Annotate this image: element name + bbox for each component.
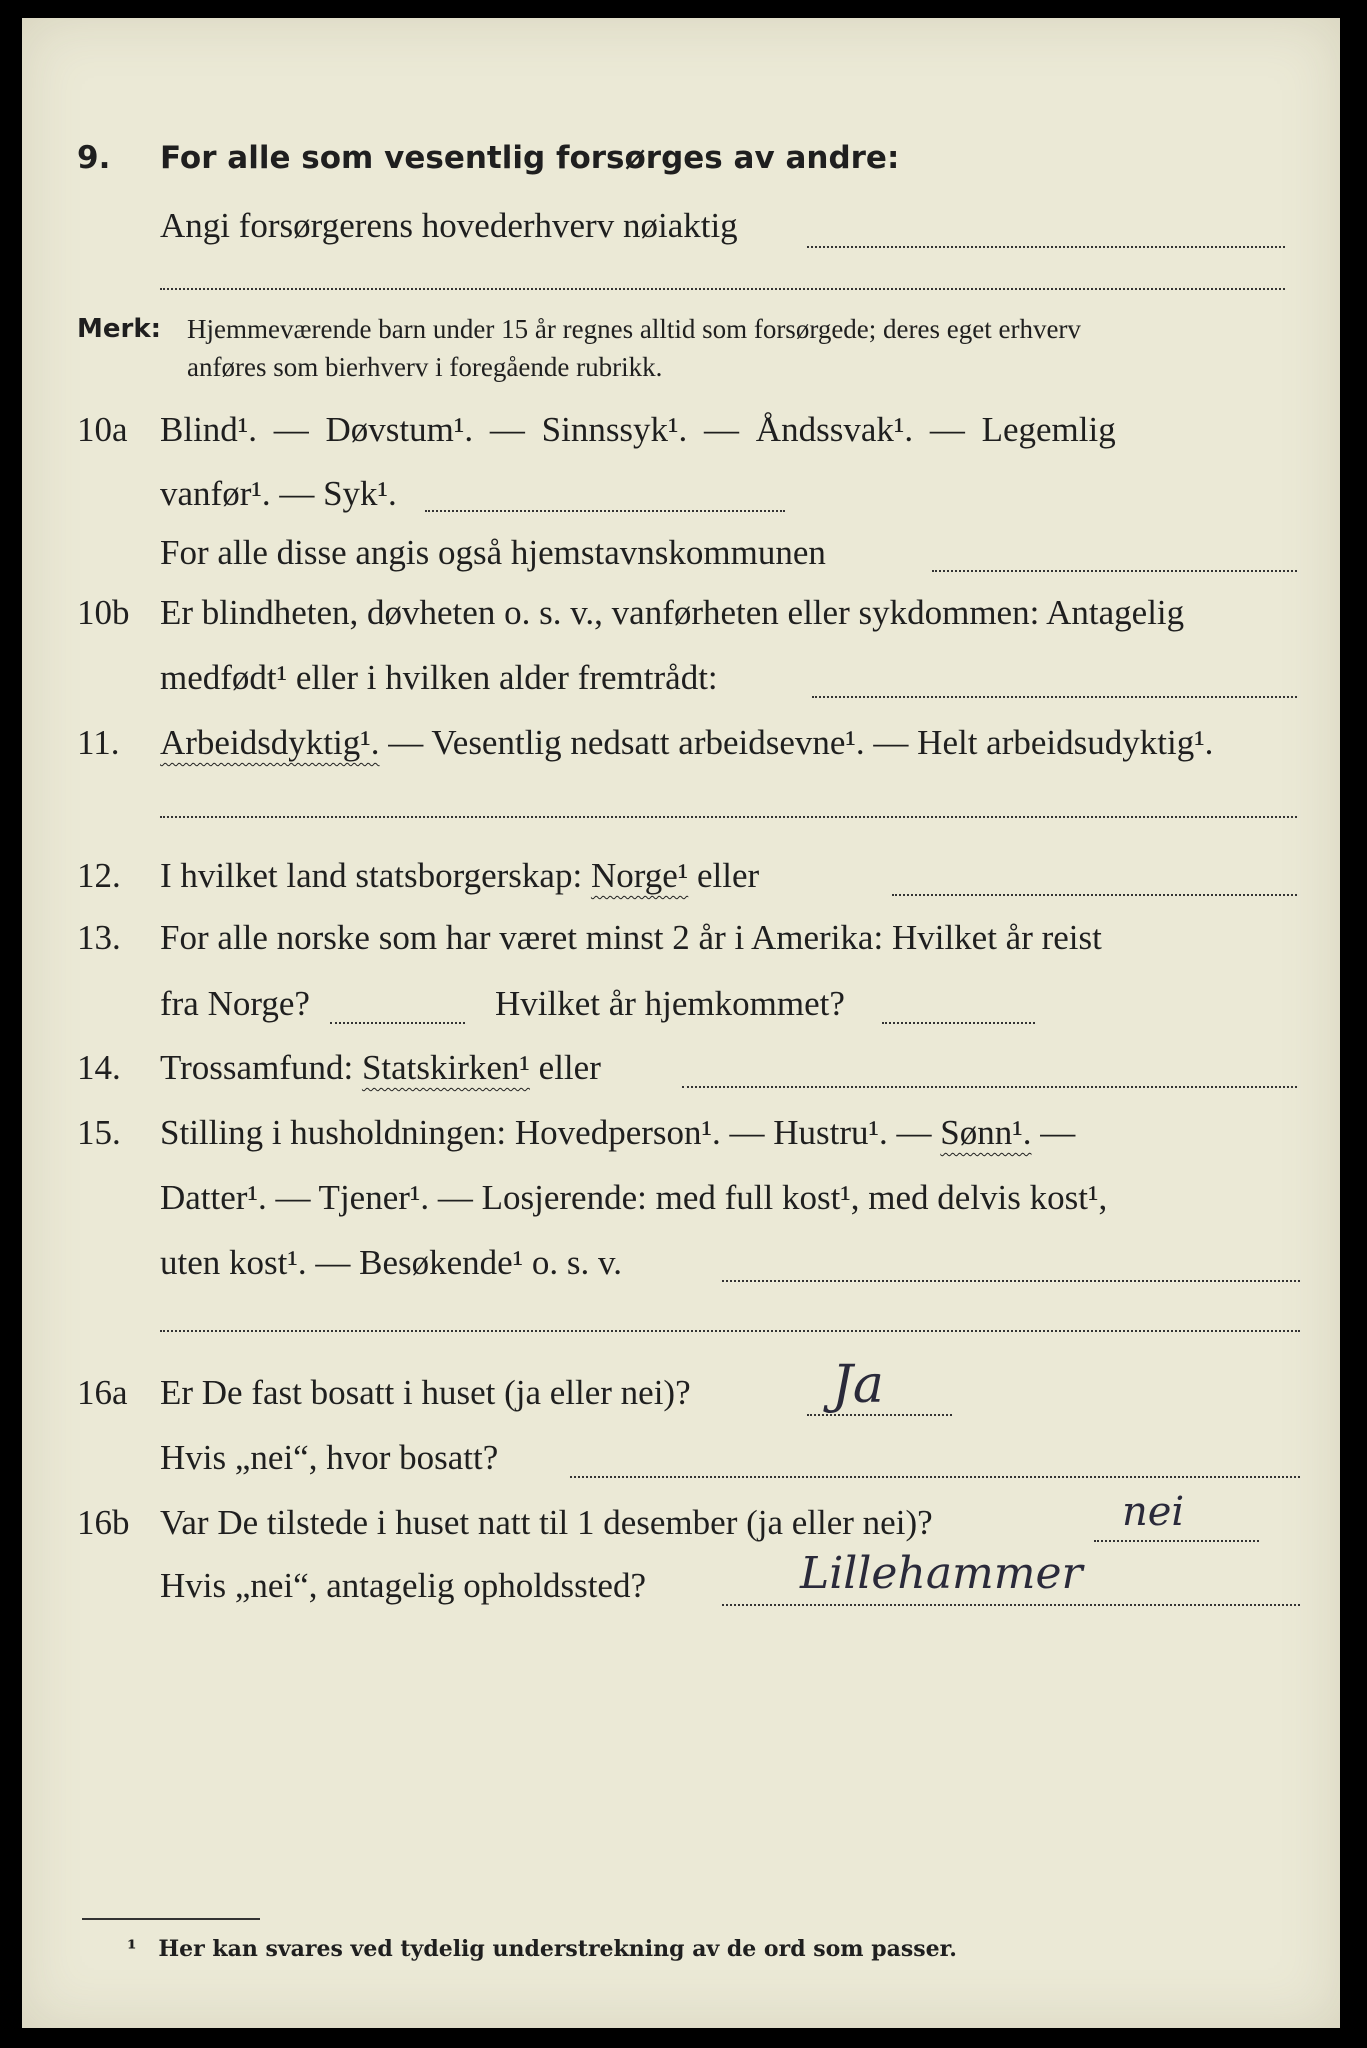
q13-number: 13. [77,918,121,957]
q10b-line1: Er blindheten, døvheten o. s. v., vanførheten eller sykdommen: Antagelig [160,593,1185,632]
q15-answer-line [722,1280,1300,1282]
q10b-number: 10b [77,593,130,632]
footnote-text: Her kan svares ved tydelig understrekning av de ord som passer. [158,1936,957,1962]
footnote-mark: ¹ [127,1936,137,1962]
q13-line2a: fra Norge? [160,984,310,1023]
q16b-handwritten-place: Lillehammer [800,1548,1083,1599]
q10a-line1: Blind¹. — Døvstum¹. — Sinnssyk¹. — Åndssvak¹. — Legemlig [160,410,1116,449]
q13-line1: For alle norske som har været minst 2 år i Amerika: Hvilket år reist [160,918,1102,957]
q10a-answer-line [425,510,785,512]
q10b-line2: medfødt¹ eller i hvilken alder fremtrådt: [160,658,718,697]
census-form-page [22,18,1340,2028]
q14-post: eller [529,1048,601,1087]
q15-line1-post: — [1031,1113,1076,1152]
q15-number: 15. [77,1113,121,1152]
q11-text [160,723,1213,763]
q10a-line2: vanfør¹. — Syk¹. [160,474,397,513]
q14-text [160,1048,601,1088]
q12-pre: I hvilket land statsborgerskap: [160,856,591,895]
q11-rest: — Vesentlig nedsatt arbeidsevne¹. — Helt arbeidsudyktig¹. [379,723,1214,762]
q13-hjem-line [882,1022,1035,1024]
q16a-bosatt-line [570,1476,1300,1478]
q12-option-underlined: Norge¹ [590,856,689,895]
q10b-answer-line [812,696,1297,698]
q15-line2: Datter¹. — Tjener¹. — Losjerende: med full kost¹, med delvis kost¹, [160,1178,1108,1217]
q15-line3: uten kost¹. — Besøkende¹ o. s. v. [160,1243,623,1282]
q11-option-underlined: Arbeidsdyktig¹. [160,723,380,762]
q13-reist-line [330,1022,465,1024]
q14-answer-line [682,1086,1297,1088]
q12-answer-line [892,894,1297,896]
q14-number: 14. [77,1048,121,1087]
q12-text [160,856,759,896]
q16b-line2: Hvis „nei“, antagelig opholdssted? [160,1566,646,1605]
footnote [127,1936,957,1962]
q16b-number: 16b [77,1503,130,1542]
q9-answer-line-2 [160,288,1285,290]
q9-line: Angi forsørgerens hovederhverv nøiaktig [160,206,738,245]
q9-number: 9. [77,140,111,176]
q16a-handwritten-answer: Ja [832,1355,884,1415]
merk-line2: anføres som bierhverv i foregående rubrikk. [187,352,663,382]
q14-pre: Trossamfund: [160,1048,362,1087]
q15-line1 [160,1113,1075,1153]
merk-label: Merk: [77,314,162,344]
merk-line1: Hjemmeværende barn under 15 år regnes alltid som forsørgede; deres eget erhverv [187,314,1081,344]
q12-post: eller [688,856,760,895]
q14-option-underlined: Statskirken¹ [361,1048,530,1087]
q9-title: For alle som vesentlig forsørges av andre: [160,140,900,176]
q12-number: 12. [77,856,121,895]
q16a-line2: Hvis „nei“, hvor bosatt? [160,1438,499,1477]
q11-number: 11. [77,723,120,762]
q16b-line1: Var De tilstede i huset natt til 1 desember (ja eller nei)? [160,1503,933,1542]
q15-line1-pre: Stilling i husholdningen: Hovedperson¹. — Hustru¹. — [160,1113,941,1152]
footnote-rule [82,1918,260,1920]
q9-answer-line [807,246,1285,248]
q10a-home-line [932,570,1297,572]
q16b-handwritten-answer: nei [1122,1489,1185,1535]
q16a-line1: Er De fast bosatt i huset (ja eller nei)? [160,1373,691,1412]
q10a-line3: For alle disse angis også hjemstavnskommunen [160,533,826,572]
q10a-number: 10a [77,410,128,449]
q11-answer-line [160,816,1297,818]
q16a-number: 16a [77,1373,128,1412]
q16b-answer-line [1094,1540,1259,1542]
q16b-place-line [722,1604,1300,1606]
q15-option-underlined: Sønn¹. [940,1113,1032,1152]
q15-answer-line-2 [160,1330,1300,1332]
q16a-answer-line [807,1414,952,1416]
q13-line2b: Hvilket år hjemkommet? [495,984,845,1023]
